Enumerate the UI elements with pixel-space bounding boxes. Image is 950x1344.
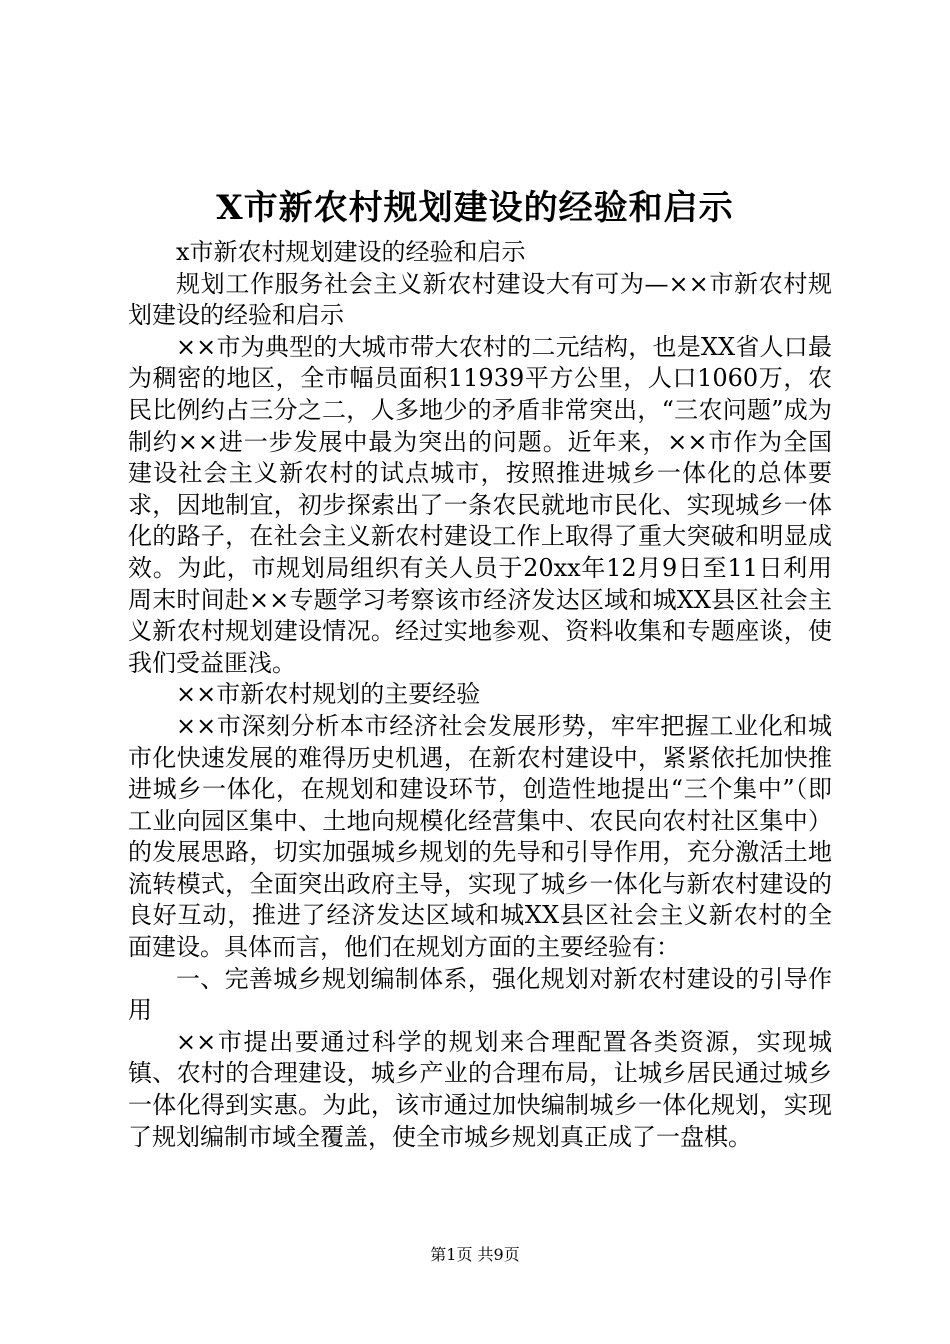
- paragraph: 规划工作服务社会主义新农村建设大有可为—××市新农村规划建设的经验和启示: [128, 269, 832, 330]
- section-heading: ××市新农村规划的主要经验: [176, 680, 481, 709]
- paragraph: ××市为典型的大城市带大农村的二元结构，也是XX省人口最为稠密的地区，全市幅员面积11939平方公里，人口1060万，农民比例约占三分之二，人多地少的矛盾非常突出，“三农问题”成为制约××进一步发展中最为突出的问题。近年来，××市作为全国建设社会主义新农村的试点城市，按照推进城乡一体化的总体要求，因地制宜，初步探索出了一条农民就地市民化、实现城乡一体化的路子，在社会主义新农村建设工作上取得了重大突破和明显成效。为此，市规划局组织有关人员于20xx年12月9日至11日利用周末时间赴××专题学习考察该市经济发达区域和城XX县区社会主义新农村规划建设情况。经过实地参观、资料收集和专题座谈，使我们受益匪浅。: [128, 332, 832, 677]
- document-title: X市新农村规划建设的经验和启示: [216, 188, 734, 228]
- paragraph: ××市提出要通过科学的规划来合理配置各类资源，实现城镇、农村的合理建设，城乡产业的合理布局，让城乡居民通过城乡一体化得到实惠。为此，该市通过加快编制城乡一体化规划，实现了规划编制市域全覆盖，使全市城乡规划真正成了一盘棋。: [128, 1027, 832, 1151]
- document-body: [128, 237, 832, 1153]
- paragraph: ××市深刻分析本市经济社会发展形势，牢牢把握工业化和城市化快速发展的难得历史机遇，在新农村建设中，紧紧依托加快推进城乡一体化，在规划和建设环节，创造性地提出“三个集中”（即工业向园区集中、土地向规模化经营集中、农民向农村社区集中）的发展思路，切实加强城乡规划的先导和引导作用，充分激活土地流转模式，全面突出政府主导，实现了城乡一体化与新农村建设的良好互动，推进了经济发达区域和城XX县区社会主义新农村的全面建设。具体而言，他们在规划方面的主要经验有：: [128, 711, 832, 962]
- section-heading: 一、完善城乡规划编制体系，强化规划对新农村建设的引导作用: [128, 964, 832, 1025]
- page-footer: 第1页 共9页: [430, 1245, 520, 1264]
- paragraph: x市新农村规划建设的经验和启示: [176, 238, 526, 266]
